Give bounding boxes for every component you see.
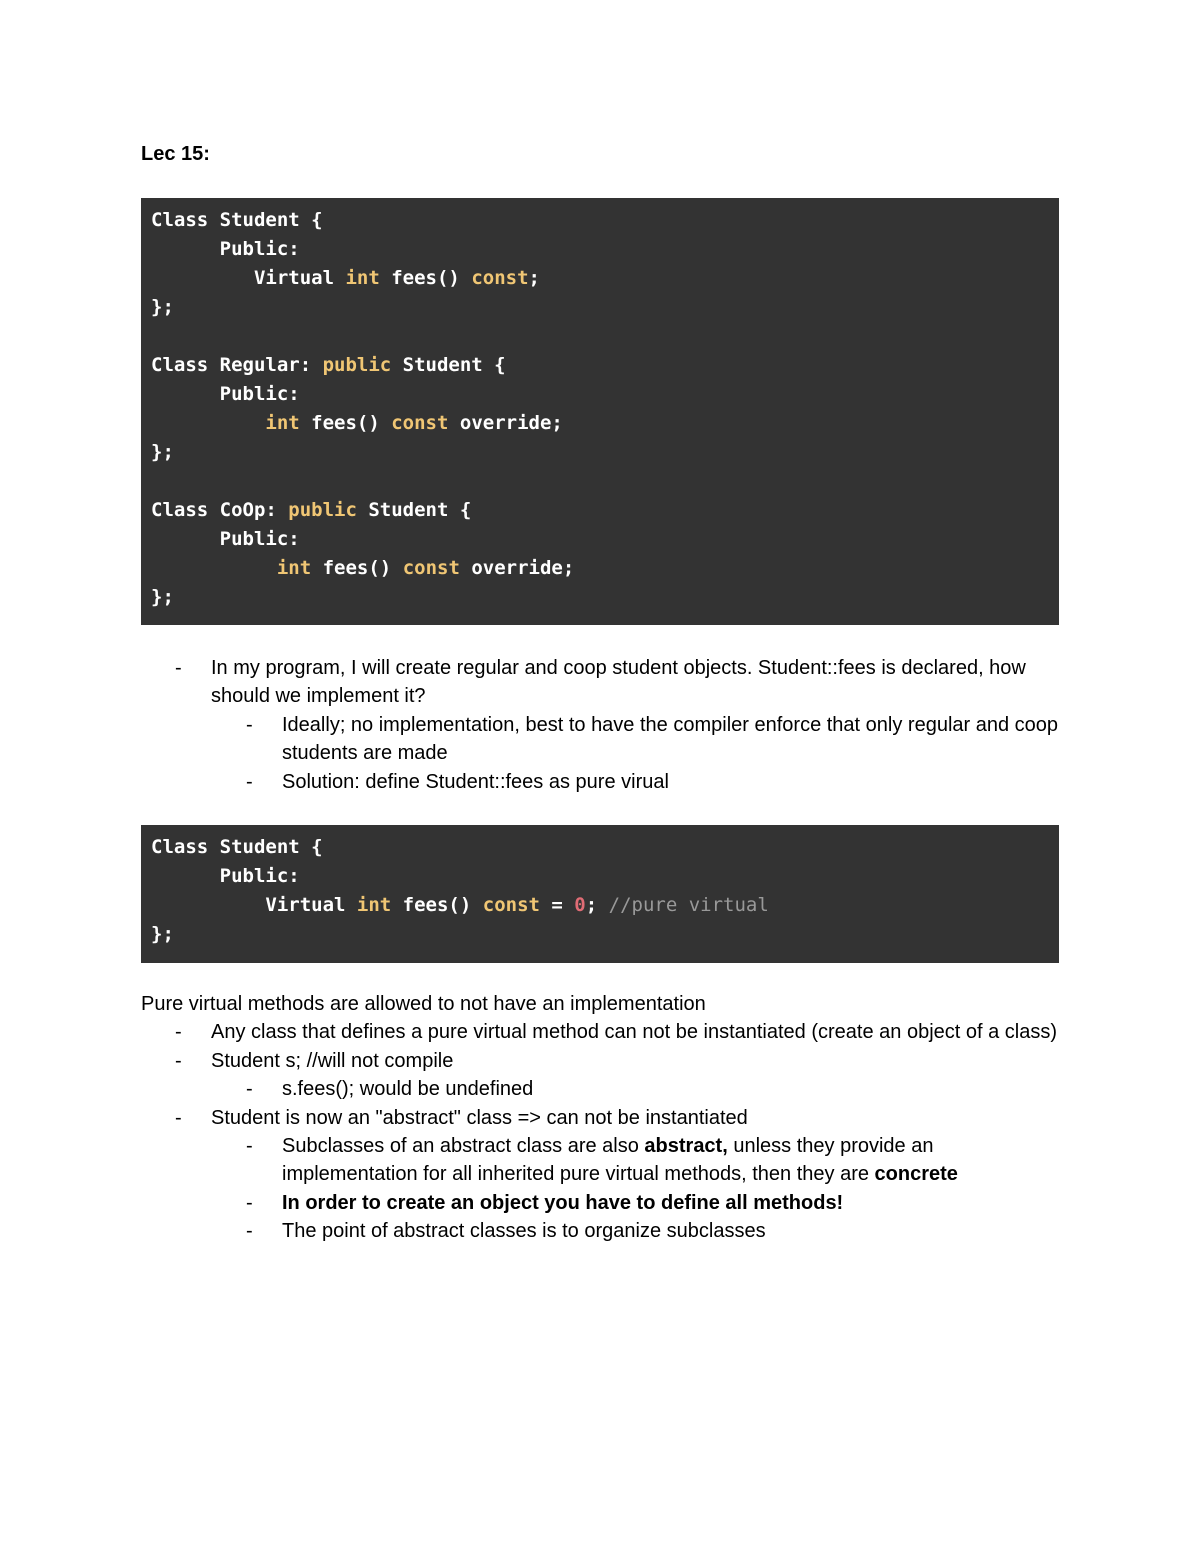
paragraph: Pure virtual methods are allowed to not have an implementation [141, 993, 706, 1015]
code-text: }; [151, 296, 174, 318]
list-item-text: Subclasses of an abstract class are also [282, 1135, 645, 1158]
code-line [151, 833, 1059, 862]
code-keyword: const [391, 412, 449, 434]
list-item [141, 1075, 1059, 1103]
code-text: }; [151, 923, 174, 945]
list-item-text: Any class that defines a pure virtual method can not be instantiated (create an object of a class) [211, 1021, 1058, 1044]
code-keyword: public [322, 354, 392, 376]
code-keyword: const [471, 267, 529, 289]
code-line [151, 920, 1059, 949]
code-text: Class Student { [151, 836, 323, 858]
list-item-text: Student s; //will not compile [211, 1049, 454, 1072]
bullet-dash: - [246, 1191, 253, 1214]
code-text: }; [151, 441, 174, 463]
code-text: Class Regular: [151, 354, 323, 376]
abstract-class-notes [141, 990, 1059, 1246]
code-text: fees() [379, 267, 472, 289]
list-item-text: unless they provide an implementation for all inherited pure virtual methods, then they are [282, 1135, 934, 1186]
page-title: Lec 15: [141, 143, 210, 165]
list-item-text: Solution: define Student::fees as pure virual [282, 770, 669, 793]
list-item [141, 654, 1059, 711]
bullet-dash: - [246, 713, 253, 736]
code-line [151, 206, 1059, 235]
code-line [151, 438, 1059, 467]
bullet-list-implementation [141, 654, 1059, 796]
bold-text: In order to create an object you have to define all methods! [282, 1191, 844, 1214]
code-text: fees() [391, 894, 483, 916]
list-item-text: s.fees(); would be undefined [282, 1078, 534, 1101]
code-keyword: int [276, 557, 312, 579]
list-item-text: Ideally; no implementation, best to have the compiler enforce that only regular and coop students are made [282, 713, 1059, 765]
code-text: Student { [356, 499, 472, 521]
list-item [141, 1018, 1059, 1046]
code-text: Student { [391, 354, 506, 376]
code-text: fees() [299, 412, 392, 434]
bold-text: abstract, [644, 1135, 728, 1158]
code-text: fees() [311, 557, 403, 579]
bullet-dash: - [175, 657, 182, 679]
code-block-pure-virtual [141, 825, 1059, 963]
code-text: Public: [219, 383, 300, 405]
list-item [141, 1104, 1059, 1132]
code-text: ; [585, 894, 609, 916]
code-line [151, 380, 1059, 409]
list-item [141, 1217, 1059, 1245]
list-item [141, 1132, 1059, 1189]
code-text: Virtual [253, 267, 346, 289]
code-text: Public: [219, 865, 300, 887]
code-keyword: int [356, 894, 392, 916]
code-text: override; [459, 557, 575, 579]
code-line [151, 293, 1059, 322]
bullet-dash: - [246, 770, 253, 793]
code-line [151, 583, 1059, 612]
code-keyword: const [402, 557, 460, 579]
code-text: }; [151, 586, 174, 608]
code-line [151, 525, 1059, 554]
list-item-text: The point of abstract classes is to organize subclasses [282, 1220, 766, 1243]
bullet-dash: - [246, 1220, 253, 1243]
code-line [151, 409, 1059, 438]
code-text: Public: [219, 238, 300, 260]
code-keyword: const [482, 894, 540, 916]
code-line [151, 351, 1059, 380]
bullet-dash: - [246, 1078, 253, 1101]
code-line [151, 891, 1059, 920]
code-keyword: int [265, 412, 300, 434]
code-text: Virtual [265, 894, 357, 916]
bullet-dash: - [246, 1135, 253, 1158]
list-item-text: Student is now an "abstract" class => can not be instantiated [211, 1106, 748, 1129]
code-blank-line [151, 322, 1059, 351]
code-keyword: int [345, 267, 380, 289]
code-comment: //pure virtual [608, 894, 769, 916]
bullet-dash: - [175, 1106, 182, 1129]
code-text: Class CoOp: [151, 499, 289, 521]
list-item-text: In my program, I will create regular and coop student objects. Student::fees is declared, how should we implement it? [211, 657, 1026, 708]
code-text: Class Student { [151, 209, 323, 231]
code-number: 0 [574, 894, 586, 916]
bullet-dash: - [175, 1021, 182, 1044]
code-blank-line [151, 467, 1059, 496]
code-text: = [539, 894, 575, 916]
code-text: ; [528, 267, 540, 289]
list-item [141, 768, 1059, 796]
list-item [141, 711, 1059, 768]
bold-text: concrete [874, 1163, 958, 1186]
code-line [151, 496, 1059, 525]
code-text: override; [448, 412, 563, 434]
list-item [141, 1189, 1059, 1217]
code-keyword: public [288, 499, 357, 521]
code-block-student-classes [141, 198, 1059, 625]
list-item [141, 1047, 1059, 1075]
bullet-dash: - [175, 1049, 182, 1072]
code-line [151, 264, 1059, 293]
code-line [151, 862, 1059, 891]
code-line [151, 554, 1059, 583]
code-line [151, 235, 1059, 264]
code-text: Public: [219, 528, 300, 550]
